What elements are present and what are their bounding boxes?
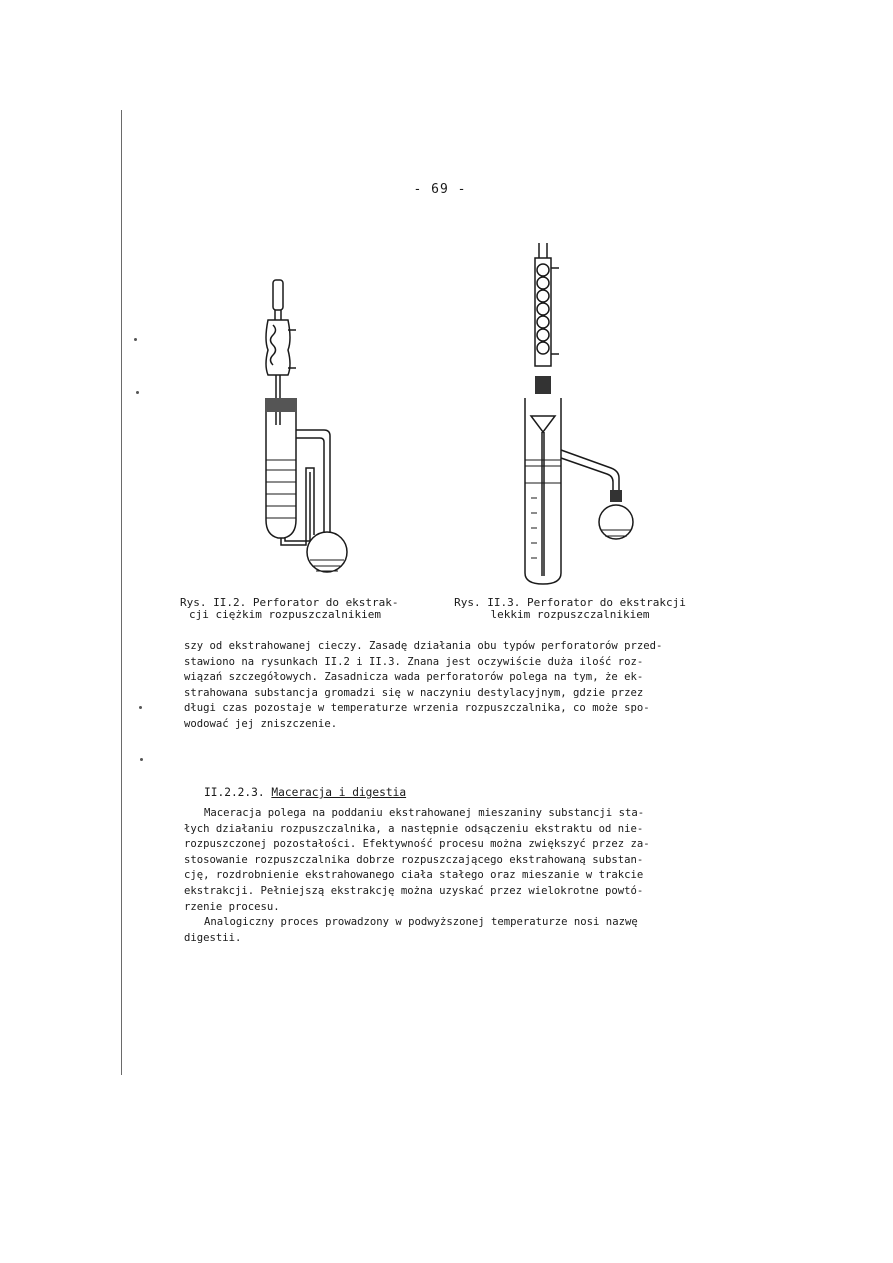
section-number: II.2.2.3.: [204, 786, 265, 799]
figure-caption-2: Rys. II.2. Perforator do ekstrak- cji ciężkim rozpuszczalnikiem: [180, 596, 399, 621]
figure-light-solvent-perforator: [515, 238, 675, 588]
paragraph: szy od ekstrahowanej cieczy. Zasadę działania obu typów perforatorów przed- stawiono na rysunkach II.2 i II.3. Znana jest oczywiście duża ilość roz- wiązań szczegółowych. Zasadnicza wada perforatorów polega na tym, że ek- strahowana substancja gromadzi się w naczyniu destylacyjnym, gdzie przez długi czas pozostaje w temperaturze wrzenia rozpuszczalnika, co może spo- wodować jej zniszczenie.: [184, 640, 663, 730]
paragraph: Maceracja polega na poddaniu ekstrahowanej mieszaniny substancji sta- łych działaniu rozpuszczalnika, a następnie odsączeniu ekstraktu od nie- rozpuszczonej pozostałości. Efektywność procesu można zwiększyć przez za- stosowanie rozpuszczalnika dobrze rozpuszczającego ekstrahowaną substan- cję, rozdrobnienie ekstrahowanego ciała stałego oraz mieszanie w trakcie ekstrakcji. Pełniejszą ekstrakcję można uzyskać przez wielokrotne powtó- rzenie procesu.: [184, 807, 650, 913]
section-heading: [204, 786, 406, 799]
scan-speck: [136, 391, 139, 394]
section-title: Maceracja i digestia: [271, 786, 407, 799]
scan-speck: [134, 338, 137, 341]
page-number: - 69 -: [413, 182, 467, 197]
figure-heavy-solvent-perforator: [240, 270, 380, 580]
margin-line: [121, 110, 122, 1075]
scan-speck: [139, 706, 142, 709]
paragraph: Analogiczny proces prowadzony w podwyższonej temperaturze nosi nazwę digestii.: [184, 916, 638, 944]
figure-caption-3: Rys. II.3. Perforator do ekstrakcji lekkim rozpuszczalnikiem: [454, 596, 686, 621]
scan-speck: [140, 758, 143, 761]
